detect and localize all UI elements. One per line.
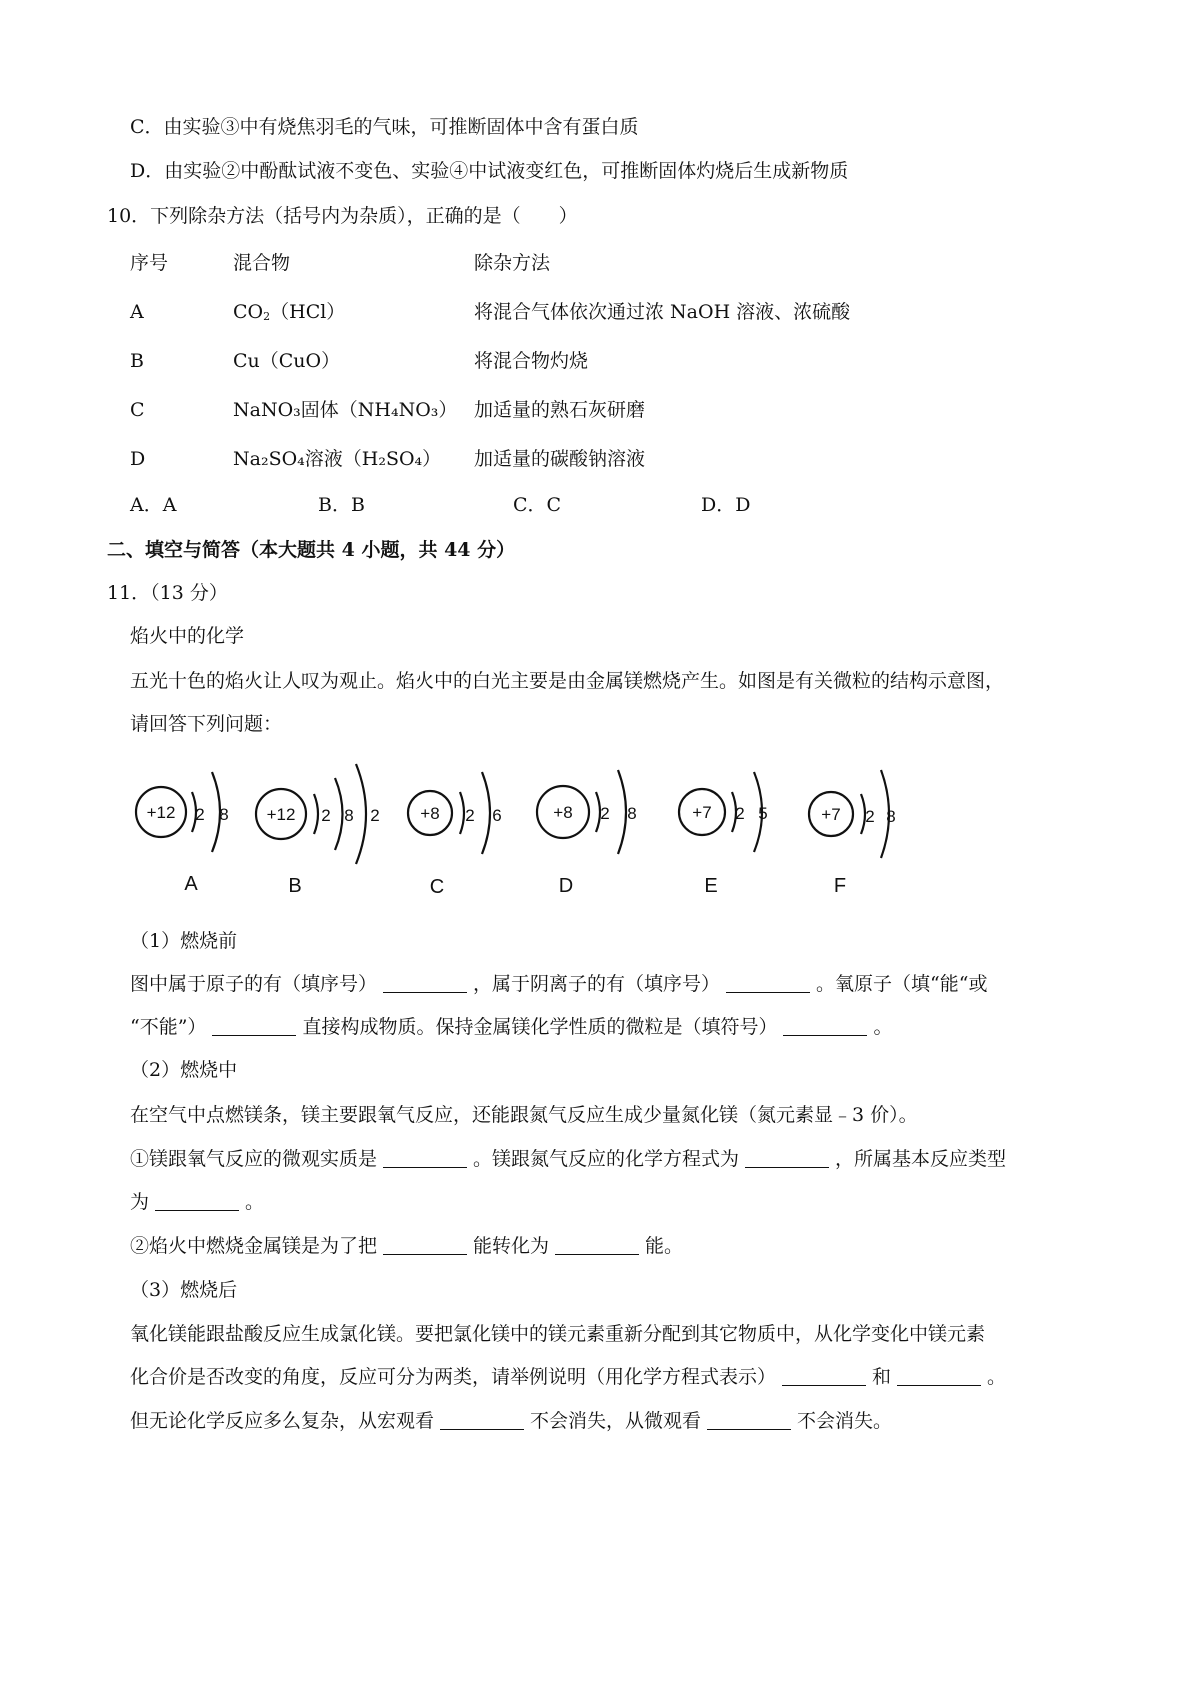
answer-blank[interactable] (897, 1367, 981, 1386)
particle-c-shell-2: 6 (492, 806, 502, 825)
particle-a-label: A (184, 873, 198, 895)
answer-blank[interactable] (212, 1017, 296, 1036)
particle-b-shell-1: 2 (321, 806, 331, 825)
particle-d-shell-2: 8 (627, 804, 637, 823)
particle-f-shell-1: 2 (865, 807, 875, 826)
part3-line3: 但无论化学反应多么复杂，从宏观看 不会消失，从微观看 不会消失。 (130, 1410, 893, 1432)
row-a-id: A (130, 301, 144, 323)
q11-intro-line2: 请回答下列问题： (130, 713, 283, 735)
particle-e-shell-2: 5 (758, 804, 768, 823)
q10-stem: 10．下列除杂方法（括号内为杂质），正确的是（ ） (107, 205, 578, 227)
particle-a-shell-1: 2 (195, 805, 205, 824)
row-c-method: 加适量的熟石灰研磨 (474, 399, 646, 421)
q11-stem: 11．（13 分） (107, 582, 228, 604)
section-title: 二、填空与简答（本大题共 4 小题，共 44 分） (107, 539, 516, 561)
table-header-mixture: 混合物 (233, 252, 291, 274)
option-c-prev: C．由实验③中有烧焦羽毛的气味，可推断固体中含有蛋白质 (130, 116, 639, 138)
row-d-method: 加适量的碳酸钠溶液 (474, 448, 646, 470)
answer-blank[interactable] (383, 1149, 467, 1168)
answer-blank[interactable] (783, 1017, 867, 1036)
particle-b-shell-2: 8 (344, 806, 354, 825)
row-d-id: D (130, 448, 146, 470)
particle-d-label: D (558, 875, 574, 897)
part2-sub2: ②焰火中燃烧金属镁是为了把 能转化为 能。 (130, 1235, 684, 1257)
particle-f-label: F (833, 875, 847, 897)
answer-blank[interactable] (155, 1192, 239, 1211)
part3-title: （3）燃烧后 (130, 1279, 238, 1301)
row-b-mixture: Cu（CuO） (233, 350, 341, 372)
part2-sub1-line2: 为 。 (130, 1191, 265, 1213)
particle-d-nucleus: +8 (553, 803, 573, 822)
table-header-id: 序号 (130, 252, 169, 274)
part1-title: （1）燃烧前 (130, 930, 238, 952)
answer-blank[interactable] (707, 1411, 791, 1430)
particle-e-nucleus: +7 (692, 803, 712, 822)
particle-b-shell-3: 2 (370, 806, 380, 825)
choice-c: C．C (513, 494, 562, 516)
q11-intro-line1: 五光十色的焰火让人叹为观止。焰火中的白光主要是由金属镁燃烧产生。如图是有关微粒的结构示意图， (130, 670, 1005, 692)
option-d-prev: D．由实验②中酚酞试液不变色、实验④中试液变红色，可推断固体灼烧后生成新物质 (130, 160, 849, 182)
particle-c-label: C (429, 876, 445, 898)
answer-blank[interactable] (555, 1236, 639, 1255)
answer-blank[interactable] (440, 1411, 524, 1430)
particle-d-shell-1: 2 (600, 804, 610, 823)
table-header-method: 除杂方法 (474, 252, 551, 274)
particle-f-nucleus: +7 (821, 805, 841, 824)
part1-line2: “不能”） 直接构成物质。保持金属镁化学性质的微粒是（填符号） 。 (130, 1016, 893, 1038)
row-a-mixture: $CO_2(HCl)$ (233, 301, 346, 323)
answer-blank[interactable] (745, 1149, 829, 1168)
choice-a: A．A (130, 494, 177, 516)
row-c-id: C (130, 399, 145, 421)
row-a-method: 将混合气体依次通过浓 NaOH 溶液、浓硫酸 (474, 301, 851, 323)
particle-e-label: E (704, 875, 718, 897)
part3-line1: 氧化镁能跟盐酸反应生成氯化镁。要把氯化镁中的镁元素重新分配到其它物质中，从化学变化中镁元素 (130, 1323, 986, 1345)
row-c-mixture: NaNO₃固体（NH₄NO₃） (233, 399, 458, 421)
part1-line1: 图中属于原子的有（填序号） ，属于阴离子的有（填序号） 。氧原子（填“能“或 (130, 973, 988, 995)
choice-d: D．D (701, 494, 751, 516)
choice-b: B．B (318, 494, 365, 516)
row-b-id: B (130, 350, 144, 372)
part2-sub1-line1: ①镁跟氧气反应的微观实质是 。镁跟氮气反应的化学方程式为 ，所属基本反应类型 (130, 1148, 1007, 1170)
particle-e-shell-1: 2 (735, 804, 745, 823)
answer-blank[interactable] (383, 1236, 467, 1255)
part2-text: 在空气中点燃镁条，镁主要跟氧气反应，还能跟氮气反应生成少量氮化镁（氮元素显﹣3 价）。 (130, 1104, 918, 1126)
particle-b-label: B (288, 875, 302, 897)
row-b-method: 将混合物灼烧 (474, 350, 589, 372)
particle-f-shell-2: 8 (886, 807, 896, 826)
part3-line2: 化合价是否改变的角度，反应可分为两类，请举例说明（用化学方程式表示） 和 。 (130, 1366, 1007, 1388)
answer-blank[interactable] (782, 1367, 866, 1386)
answer-blank[interactable] (726, 974, 810, 993)
particle-a-shell-2: 8 (219, 805, 229, 824)
particle-a-nucleus: +12 (146, 803, 176, 822)
part2-title: （2）燃烧中 (130, 1059, 238, 1081)
row-d-mixture: Na₂SO₄溶液（H₂SO₄） (233, 448, 442, 470)
particle-structure-diagrams (120, 750, 940, 910)
particle-c-nucleus: +8 (420, 804, 440, 823)
answer-blank[interactable] (383, 974, 467, 993)
q11-topic: 焰火中的化学 (130, 625, 245, 647)
particle-c-shell-1: 2 (465, 806, 475, 825)
particle-b-nucleus: +12 (266, 805, 296, 824)
